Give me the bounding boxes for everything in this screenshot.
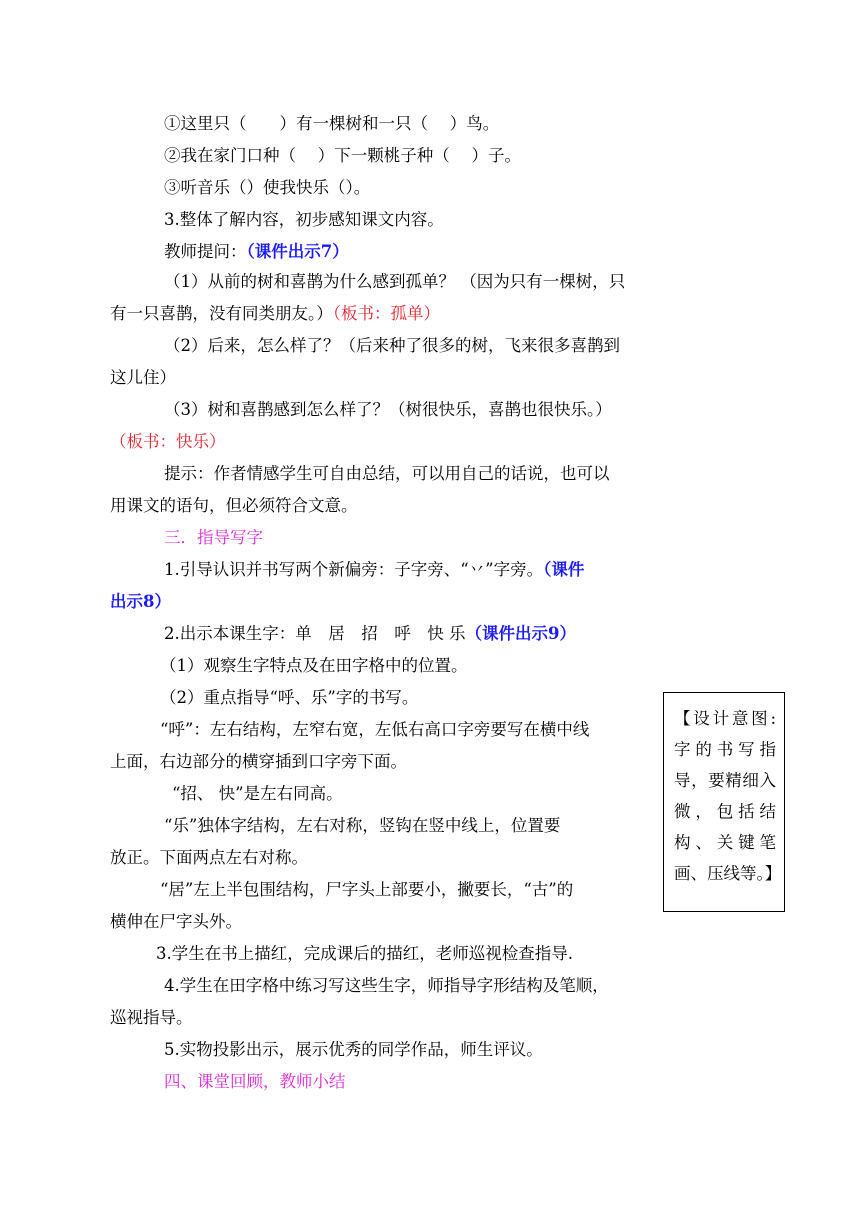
- teacher-question-line: [164, 241, 349, 263]
- courseware-9: （课件出示9）: [465, 624, 576, 643]
- step3-title: 3.整体了解内容，初步感知课文内容。: [164, 210, 444, 229]
- courseware-8-end: 出示8）: [110, 592, 171, 611]
- fill-blank-2: ②我在家门口种（ ）下一颗桃子种（ ）子。: [164, 146, 521, 165]
- question-2-line-a: （2）后来，怎么样了？（后来种了很多的树，飞来很多喜鹊到: [164, 336, 620, 355]
- question-1-line-a: （1）从前的树和喜鹊为什么感到孤单？ （因为只有一棵树，只: [164, 272, 626, 291]
- fill-blank-3: ③听音乐（）使我快乐（）。: [164, 178, 371, 197]
- design-intent-line: 微，包括结: [674, 802, 776, 821]
- design-intent-box: [663, 692, 785, 912]
- design-intent-line: 字的书写指: [674, 740, 776, 759]
- board-note-lonely: （板书：孤单）: [332, 304, 440, 323]
- writing-item-4-line-a: 4.学生在田字格中练习写这些生字，师指导字形结构及笔顺，: [164, 976, 609, 995]
- design-intent-line: 【设计意图:: [674, 709, 776, 728]
- sub-item-2: （2）重点指导“呼、乐”字的书写。: [160, 688, 419, 707]
- ju-guidance-line-a: “居”左上半包围结构，尸字头上部要小，撇要长，“古”的: [160, 880, 574, 899]
- section-4-heading: 四、课堂回顾，教师小结: [164, 1072, 346, 1091]
- question-1-line-b: [110, 303, 440, 325]
- writing-item-5: 5.实物投影出示，展示优秀的同学作品，师生评议。: [164, 1040, 543, 1059]
- teacher-ask-label: 教师提问：: [164, 242, 247, 261]
- design-intent-line: 导，要精细入: [674, 771, 776, 790]
- writing-item-1-text: 1.引导认识并书写两个新偏旁：子字旁、“丷”字旁。: [164, 560, 544, 579]
- courseware-7: （课件出示7）: [246, 242, 349, 261]
- le-guidance-line-b: 放正。下面两点左右对称。: [110, 848, 308, 867]
- courseware-8-start: （课件: [543, 560, 585, 579]
- ju-guidance-line-b: 横伸在尸字头外。: [110, 912, 242, 931]
- writing-item-4-line-b: 巡视指导。: [110, 1008, 193, 1027]
- writing-item-2-line: [164, 623, 576, 645]
- tip-line-b: 用课文的语句，但必须符合文意。: [110, 496, 358, 515]
- writing-item-3: 3.学生在书上描红，完成课后的描红，老师巡视检查指导.: [156, 944, 573, 963]
- question-2-line-b: 这儿住）: [110, 368, 176, 387]
- sub-item-1: （1）观察生字特点及在田字格中的位置。: [160, 656, 468, 675]
- question-1-answer-end: 有一只喜鹊，没有同类朋友。）: [110, 304, 333, 323]
- section-3-heading: 三．指导写字: [164, 528, 263, 547]
- hu-guidance-line-b: 上面，右边部分的横穿插到口字旁下面。: [110, 752, 407, 771]
- hu-guidance-line-a: “呼”：左右结构，左窄右宽，左低右高口字旁要写在横中线: [160, 720, 590, 739]
- new-characters: 2.出示本课生字：单 居 招 呼 快 乐: [164, 624, 466, 643]
- board-note-happy: （板书：快乐）: [110, 432, 226, 451]
- design-intent-line: 画、压线等。】: [674, 864, 782, 883]
- tip-line-a: 提示：作者情感学生可自由总结，可以用自己的话说，也可以: [164, 464, 610, 483]
- question-3-line-a: （3）树和喜鹊感到怎么样了？（树很快乐，喜鹊也很快乐。）: [164, 400, 612, 419]
- le-guidance-line-a: “乐”独体字结构，左右对称，竖钩在竖中线上，位置要: [164, 816, 561, 835]
- zhao-kuai-guidance: “招、 快”是左右同高。: [172, 784, 343, 803]
- design-intent-line: 构、关键笔: [674, 833, 776, 852]
- writing-item-1-line-a: [164, 559, 584, 581]
- fill-blank-1: ①这里只（ ）有一棵树和一只（ ）鸟。: [164, 114, 500, 133]
